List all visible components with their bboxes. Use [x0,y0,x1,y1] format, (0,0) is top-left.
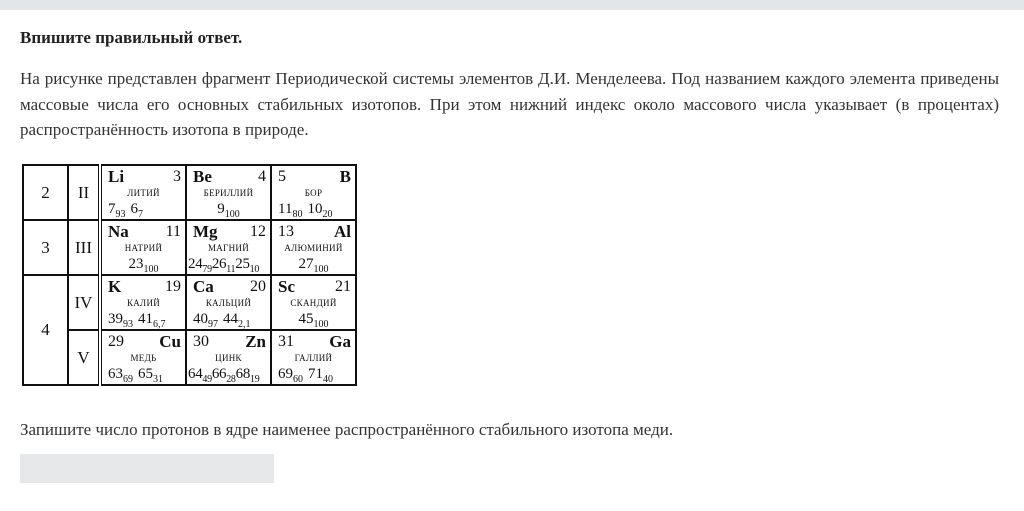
isotopes: $27_{100}$ [298,256,329,275]
element-cell-be [186,165,271,220]
element-symbol: Mg [193,222,218,241]
period-cell: 3 [23,220,68,275]
element-name: БЕРИЛЛИЙ [203,188,254,198]
task-description: На рисунке представлен фрагмент Периодической системы элементов Д.И. Менделеева. Под названием каждого элемента приведены массовые числа его основных стабильных изотопов. При этом нижний индекс около массового числа указывает (в процентах) распространённость изотопа в природе. [20,69,999,139]
element-symbol: K [108,277,122,296]
row-cell: II [68,165,100,220]
element-cell-ca [186,275,271,330]
answer-input[interactable] [20,454,274,483]
atomic-number: 20 [250,278,266,295]
element-name: МАГНИЙ [207,243,249,253]
atomic-number: 19 [165,278,181,295]
element-name: БОР [304,188,323,198]
element-name: АЛЮМИНИЙ [284,243,343,253]
element-cell-zn [186,330,271,385]
periodic-table-fragment [22,164,357,386]
element-name: КАЛИЙ [126,298,161,308]
element-cell-k [100,275,186,330]
element-cell-na [100,220,186,275]
element-name: НАТРИЙ [124,243,163,253]
atomic-number: 31 [278,333,294,350]
isotopes: $40_{97}$ $44_{2,1}$ [193,311,251,330]
element-cell-b [271,165,356,220]
element-name: ЦИНК [215,353,242,363]
element-cell-cu [100,330,186,385]
atomic-number: 5 [278,168,286,185]
element-symbol: Zn [245,332,266,351]
isotopes: $69_{60}$ $71_{40}$ [278,366,333,385]
atomic-number: 11 [165,223,181,240]
element-name: ГАЛЛИЙ [294,353,333,363]
element-symbol: Al [334,222,351,241]
element-name: КАЛЬЦИЙ [205,298,252,308]
element-cell-li [100,165,186,220]
atomic-number: 29 [108,333,124,350]
element-symbol: Cu [159,332,181,351]
element-cell-sc [271,275,356,330]
element-symbol: Na [108,222,129,241]
atomic-number: 3 [173,168,181,185]
element-cell-ga [271,330,356,385]
row-cell: V [68,330,100,385]
element-symbol: Ca [193,277,214,296]
isotopes: $7_{93}$ $6_7$ [108,201,143,220]
period-cell: 4 [23,275,68,385]
element-cell-al [271,220,356,275]
element-symbol: Be [193,167,212,186]
atomic-number: 4 [258,168,266,185]
isotopes: $23_{100}$ [128,256,159,275]
element-symbol: Li [108,167,125,186]
atomic-number: 13 [278,223,294,240]
question-text: Запишите число протонов в ядре наименее распространённого стабильного изотопа меди. [20,420,674,439]
atomic-number: 30 [193,333,209,350]
isotopes: $45_{100}$ [298,311,329,330]
isotopes: $24_{79}26_{11}25_{10}$ [188,256,260,275]
isotopes: $63_{69}$ $65_{31}$ [108,366,163,385]
atomic-number: 12 [250,223,266,240]
element-name: МЕДЬ [130,353,157,363]
task-heading: Впишите правильный ответ. [20,28,243,47]
element-name: ЛИТИЙ [127,188,160,198]
element-name: СКАНДИЙ [290,298,337,308]
top-bar [0,0,1024,10]
element-symbol: Ga [329,332,351,351]
isotopes: $9_{100}$ [217,201,240,220]
isotopes: $64_{49}66_{28}68_{19}$ [188,366,260,385]
row-cell: III [68,220,100,275]
atomic-number: 21 [335,278,351,295]
element-symbol: B [339,167,351,186]
period-cell: 2 [23,165,68,220]
element-symbol: Sc [278,277,295,296]
isotopes: $11_{80}$ $10_{20}$ [278,201,333,220]
row-cell: IV [68,275,100,330]
isotopes: $39_{93}$ $41_{6,7}$ [108,311,166,330]
element-cell-mg [186,220,271,275]
